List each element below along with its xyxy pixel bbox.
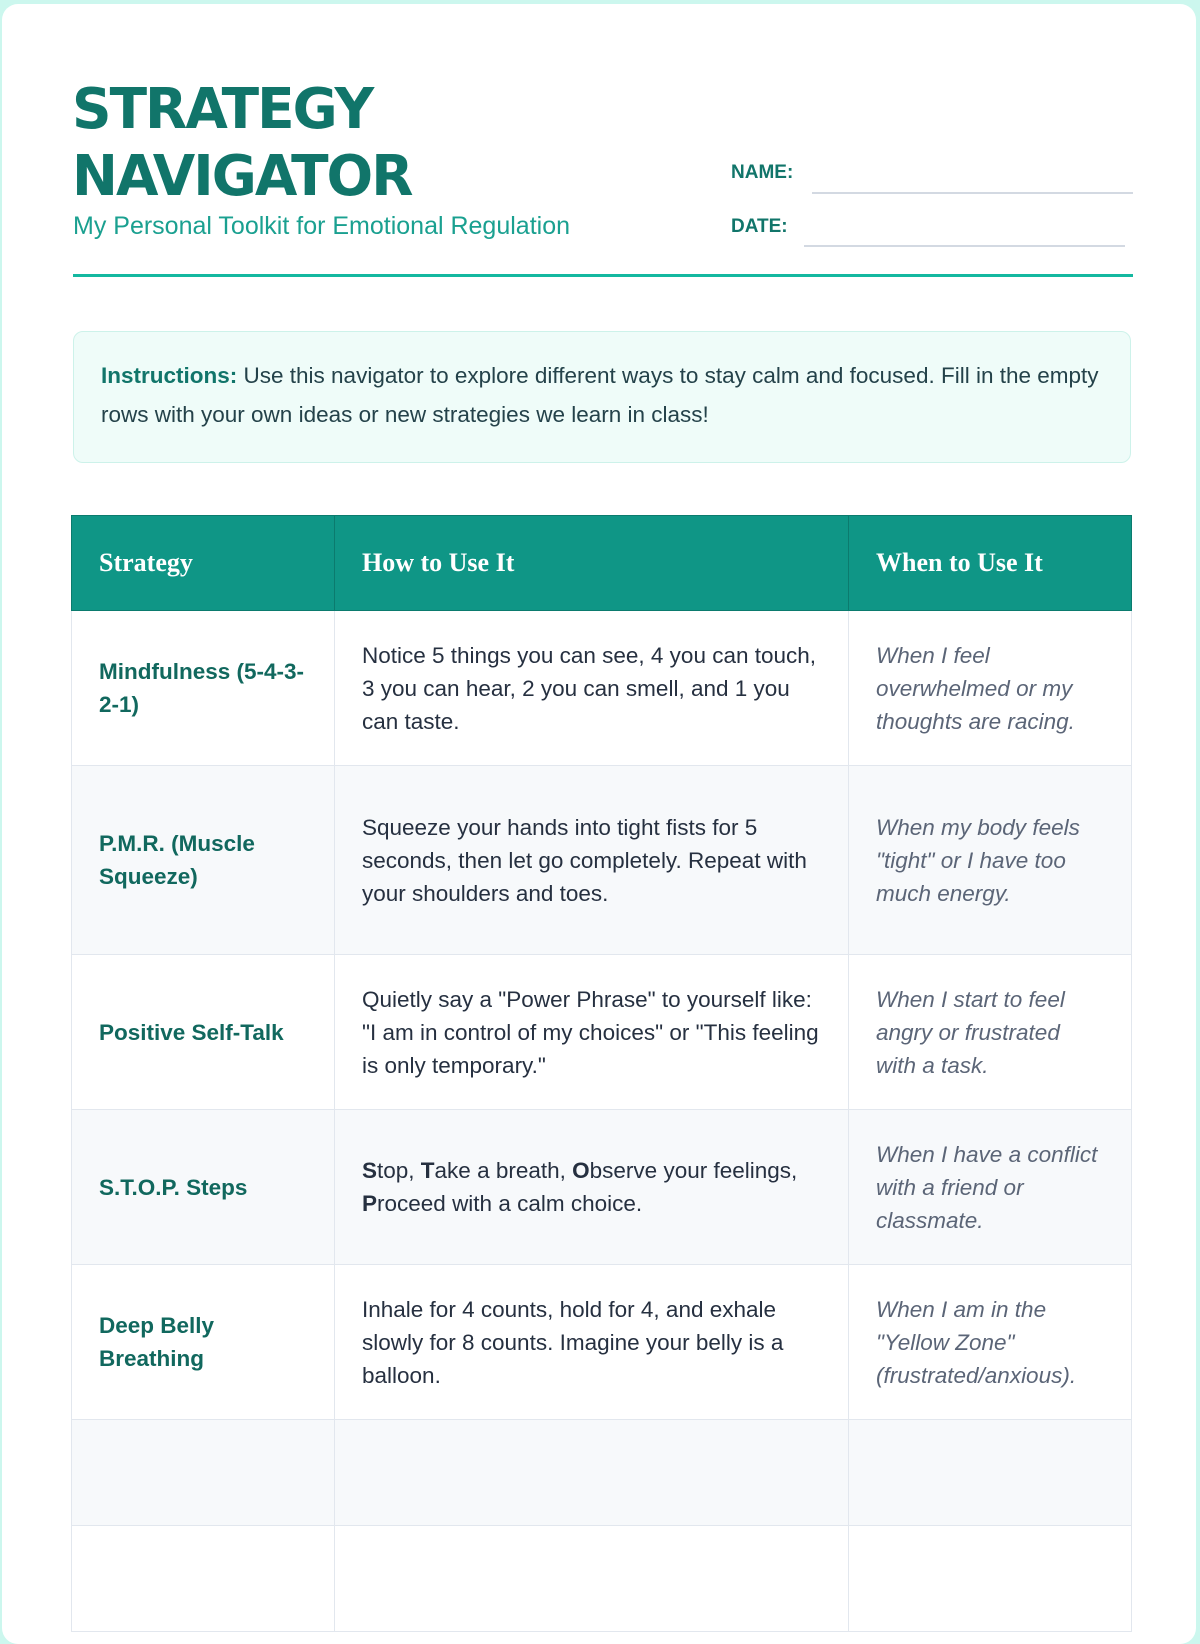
empty-table-row: [72, 1420, 1132, 1526]
strategy-table: [71, 515, 1132, 1632]
table-header-row: [72, 516, 1132, 611]
how-cell: Quietly say a "Power Phrase" to yourself like: "I am in control of my choices" or "This feeling is only temporary.": [335, 955, 849, 1110]
column-header-when: When to Use It: [849, 516, 1132, 611]
empty-when-cell[interactable]: [849, 1526, 1132, 1632]
empty-strategy-cell[interactable]: [72, 1526, 335, 1632]
column-header-strategy: Strategy: [72, 516, 335, 611]
strategy-cell: Positive Self-Talk: [72, 955, 335, 1110]
how-cell: Stop, Take a breath, Observe your feelings, Proceed with a calm choice.: [335, 1110, 849, 1265]
name-field[interactable]: [812, 192, 1133, 194]
strategy-cell: Mindfulness (5-4-3-2-1): [72, 611, 335, 766]
table-row: [72, 1110, 1132, 1265]
when-cell: When I start to feel angry or frustrated with a task.: [849, 955, 1132, 1110]
strategy-cell: P.M.R. (Muscle Squeeze): [72, 766, 335, 955]
instructions-box: Instructions: Use this navigator to explore different ways to stay calm and focused. Fill in the empty rows with your own ideas or new strategies we learn in class!: [73, 331, 1131, 463]
when-cell: When I feel overwhelmed or my thoughts are racing.: [849, 611, 1132, 766]
empty-how-cell[interactable]: [335, 1526, 849, 1632]
header-divider: [73, 274, 1133, 277]
when-cell: When I have a conflict with a friend or classmate.: [849, 1110, 1132, 1265]
empty-table-row: [72, 1526, 1132, 1632]
date-label: DATE:: [731, 216, 788, 237]
table-row: [72, 611, 1132, 766]
when-cell: When I am in the "Yellow Zone" (frustrated/anxious).: [849, 1265, 1132, 1420]
subtitle: My Personal Toolkit for Emotional Regulation: [73, 212, 571, 240]
table-row: [72, 1265, 1132, 1420]
name-label: NAME:: [731, 162, 794, 183]
empty-how-cell[interactable]: [335, 1420, 849, 1526]
when-cell: When my body feels "tight" or I have too much energy.: [849, 766, 1132, 955]
empty-strategy-cell[interactable]: [72, 1420, 335, 1526]
page-title: STRATEGY NAVIGATOR: [72, 77, 412, 209]
how-cell: Inhale for 4 counts, hold for 4, and exhale slowly for 8 counts. Imagine your belly is a balloon.: [335, 1265, 849, 1420]
empty-when-cell[interactable]: [849, 1420, 1132, 1526]
table-row: [72, 766, 1132, 955]
date-field[interactable]: [804, 245, 1125, 247]
how-cell: Squeeze your hands into tight fists for 5 seconds, then let go completely. Repeat with your shoulders and toes.: [335, 766, 849, 955]
column-header-how: How to Use It: [335, 516, 849, 611]
table-row: [72, 955, 1132, 1110]
how-cell: Notice 5 things you can see, 4 you can touch, 3 you can hear, 2 you can smell, and 1 you can taste.: [335, 611, 849, 766]
strategy-cell: S.T.O.P. Steps: [72, 1110, 335, 1265]
strategy-cell: Deep Belly Breathing: [72, 1265, 335, 1420]
